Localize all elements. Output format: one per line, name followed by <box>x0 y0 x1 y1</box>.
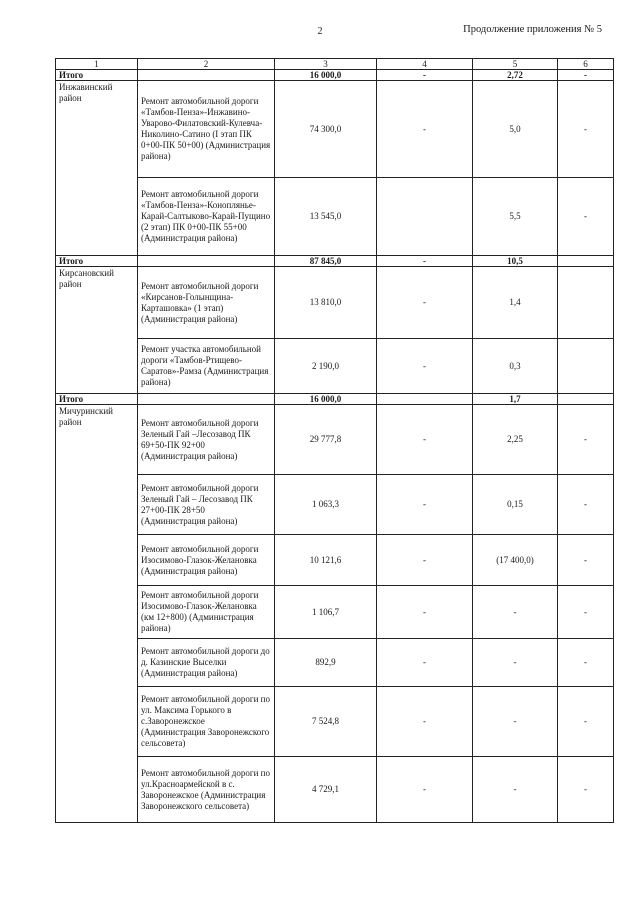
table-row <box>56 757 614 823</box>
work-description: Ремонт автомобильной дороги по ул.Красноармейской в с. Заворонежское (Администрация Заворонежского сельсовета) <box>138 757 275 823</box>
amount-cell: 2 190,0 <box>275 339 377 394</box>
value-cell: - <box>377 687 473 757</box>
value-cell: - <box>377 757 473 823</box>
total-label: Итого <box>56 70 138 81</box>
table-row <box>56 339 614 394</box>
value-cell: - <box>377 639 473 687</box>
table-row <box>56 586 614 639</box>
amount-cell: 10 121,6 <box>275 535 377 586</box>
table-row <box>56 405 614 475</box>
empty-cell <box>138 394 275 405</box>
amount-cell: 7 524,8 <box>275 687 377 757</box>
length-cell: 1,4 <box>473 267 558 339</box>
amount-cell: 13 810,0 <box>275 267 377 339</box>
length-cell: - <box>473 687 558 757</box>
value-cell <box>377 178 473 256</box>
table-row <box>56 178 614 256</box>
column-number: 3 <box>275 59 377 70</box>
work-description: Ремонт автомобильной дороги Зеленый Гай – Лесозавод ПК 27+00-ПК 28+50 (Администрация района) <box>138 475 275 535</box>
value-cell: - <box>377 256 473 267</box>
work-description: Ремонт автомобильной дороги Изосимово-Глазок-Желановка (Администрация района) <box>138 535 275 586</box>
column-number-row <box>56 59 614 70</box>
length-cell: 10,5 <box>473 256 558 267</box>
table-row <box>56 267 614 339</box>
table-row <box>56 639 614 687</box>
value-cell: - <box>558 639 614 687</box>
length-cell: 0,3 <box>473 339 558 394</box>
value-cell: - <box>377 339 473 394</box>
work-description: Ремонт автомобильной дороги Зеленый Гай –Лесозавод ПК 69+50-ПК 92+00 (Администрация района) <box>138 405 275 475</box>
total-label: Итого <box>56 394 138 405</box>
amount-cell: 29 777,8 <box>275 405 377 475</box>
value-cell: - <box>377 475 473 535</box>
value-cell: - <box>558 81 614 178</box>
value-cell <box>558 256 614 267</box>
value-cell <box>558 394 614 405</box>
value-cell: - <box>558 535 614 586</box>
length-cell: - <box>473 586 558 639</box>
amount-cell: 74 300,0 <box>275 81 377 178</box>
length-cell: 2,25 <box>473 405 558 475</box>
column-number: 5 <box>473 59 558 70</box>
district-cell: Мичуринский район <box>56 405 138 823</box>
value-cell: - <box>558 586 614 639</box>
value-cell: - <box>377 405 473 475</box>
district-cell: Кирсановский район <box>56 267 138 394</box>
total-row <box>56 256 614 267</box>
length-cell: 5,5 <box>473 178 558 256</box>
work-description: Ремонт автомобильной дороги Изосимово-Глазок-Желановка (км 12+800) (Администрация района) <box>138 586 275 639</box>
value-cell: - <box>377 70 473 81</box>
column-number: 6 <box>558 59 614 70</box>
empty-cell <box>138 70 275 81</box>
amount-cell: 16 000,0 <box>275 70 377 81</box>
value-cell: - <box>558 757 614 823</box>
column-number: 2 <box>138 59 275 70</box>
table-row <box>56 687 614 757</box>
length-cell: 0,15 <box>473 475 558 535</box>
amount-cell: 16 000,0 <box>275 394 377 405</box>
column-number: 1 <box>56 59 138 70</box>
work-description: Ремонт автомобильной дороги «Тамбов-Пенза»-Конопляньe-Карай-Салтыково-Карай-Пущино (2 этап) ПК 0+00-ПК 55+00 (Администрация района) <box>138 178 275 256</box>
value-cell: - <box>377 267 473 339</box>
work-description: Ремонт участка автомобильной дороги «Тамбов-Ртищево-Саратов»-Рамза (Администрация района) <box>138 339 275 394</box>
table-row <box>56 535 614 586</box>
value-cell: - <box>377 81 473 178</box>
page-number: 2 <box>317 26 323 37</box>
length-cell: - <box>473 757 558 823</box>
value-cell <box>377 394 473 405</box>
district-cell: Инжавинский район <box>56 81 138 256</box>
length-cell: 5,0 <box>473 81 558 178</box>
amount-cell: 4 729,1 <box>275 757 377 823</box>
amount-cell: 1 063,3 <box>275 475 377 535</box>
table-row <box>56 81 614 178</box>
amount-cell: 1 106,7 <box>275 586 377 639</box>
value-cell: - <box>558 70 614 81</box>
table-row <box>56 475 614 535</box>
work-description: Ремонт автомобильной дороги «Тамбов-Пенза»-Инжавино-Уварово-Филатовский-Кулевча-Николино-Сатино (I этап ПК 0+00-ПК 50+00) (Администрация района) <box>138 81 275 178</box>
value-cell: - <box>377 586 473 639</box>
value-cell: - <box>377 535 473 586</box>
total-row <box>56 70 614 81</box>
work-description: Ремонт автомобильной дороги до д. Казинские Выселки (Администрация района) <box>138 639 275 687</box>
work-description: Ремонт автомобильной дороги «Кирсанов-Голынщина-Карташовка» (1 этап) (Администрация района) <box>138 267 275 339</box>
length-cell: 2,72 <box>473 70 558 81</box>
value-cell: - <box>558 475 614 535</box>
value-cell: - <box>558 687 614 757</box>
amount-cell: 87 845,0 <box>275 256 377 267</box>
column-number: 4 <box>377 59 473 70</box>
empty-cell <box>138 256 275 267</box>
value-cell: - <box>558 178 614 256</box>
total-label: Итого <box>56 256 138 267</box>
roads-table <box>55 58 614 823</box>
length-cell: 1,7 <box>473 394 558 405</box>
continuation-label: Продолжение приложения № 5 <box>463 24 602 35</box>
amount-cell: 892,9 <box>275 639 377 687</box>
value-cell: - <box>558 405 614 475</box>
amount-cell: 13 545,0 <box>275 178 377 256</box>
length-cell: - <box>473 639 558 687</box>
value-cell <box>558 339 614 394</box>
work-description: Ремонт автомобильной дороги по ул. Максима Горького в с.Заворонежское (Администрация Заворонежского сельсовета) <box>138 687 275 757</box>
length-cell: (17 400,0) <box>473 535 558 586</box>
value-cell <box>558 267 614 339</box>
total-row <box>56 394 614 405</box>
